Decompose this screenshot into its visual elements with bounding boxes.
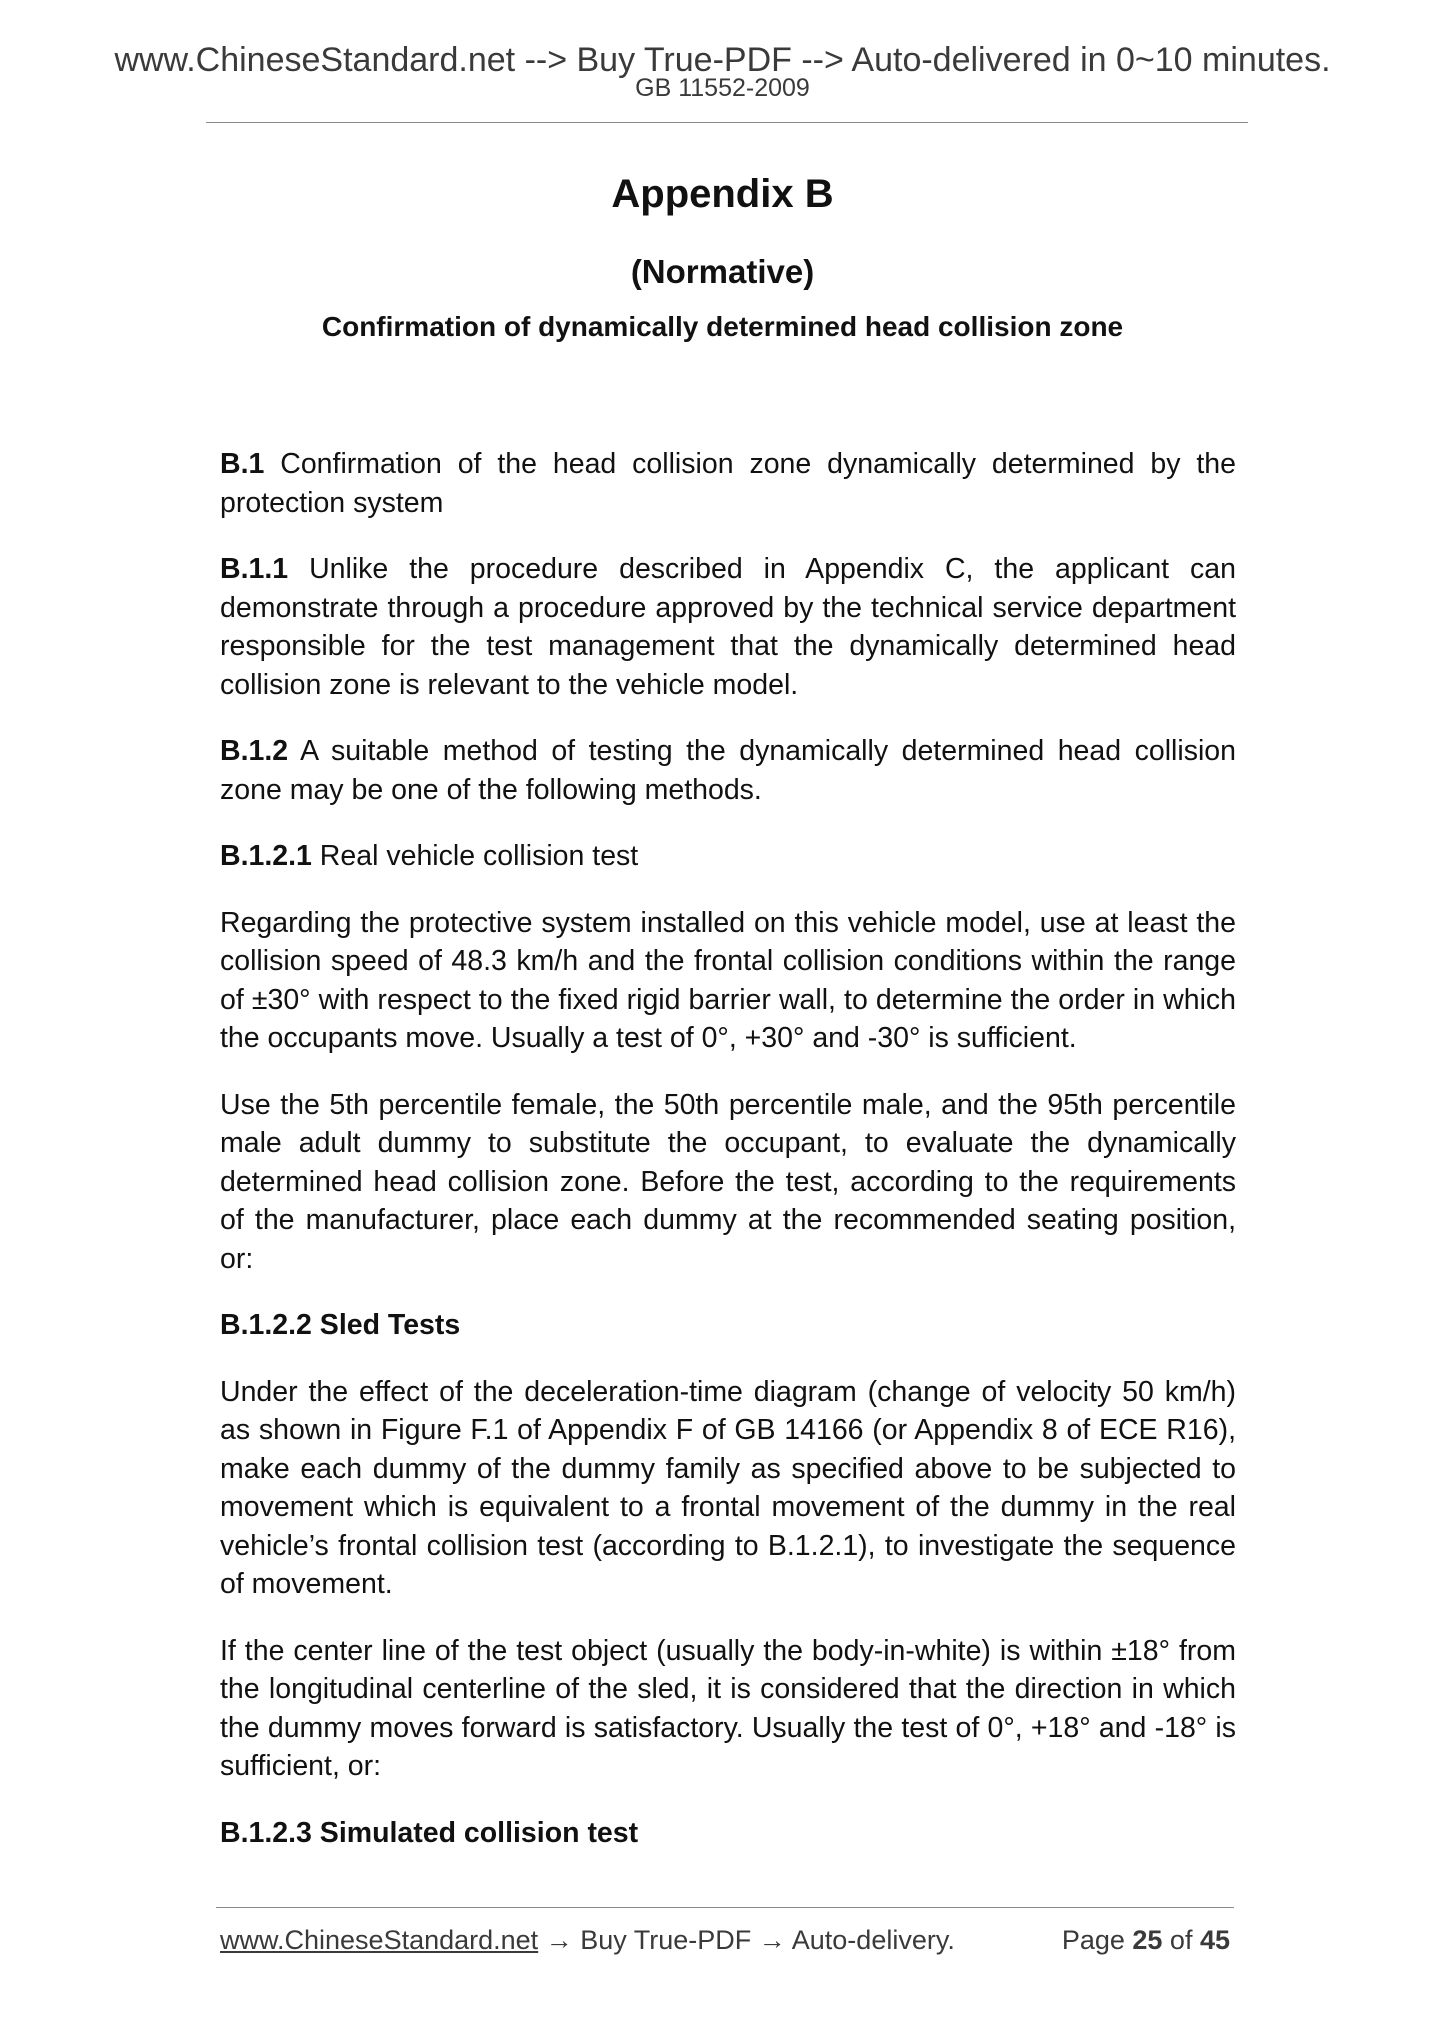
site-link[interactable]: www.ChineseStandard.net <box>220 1925 539 1955</box>
document-body <box>220 445 1236 1880</box>
buy-text: Buy True-PDF <box>580 1925 752 1955</box>
page-number <box>1062 1922 1230 1958</box>
appendix-heading: Confirmation of dynamically determined head collision zone <box>321 311 1124 342</box>
site-banner: www.ChineseStandard.net --> Buy True-PDF --> Auto-delivered in 0~10 minutes. <box>114 41 1331 79</box>
page-title: Appendix B <box>611 172 834 216</box>
document-code: GB 11552-2009 <box>635 74 810 102</box>
paragraph-b1-2 <box>220 732 1236 809</box>
clause-text: Real vehicle collision test <box>311 840 639 872</box>
header-divider <box>206 122 1248 123</box>
paragraph-dummy-selection: Use the 5th percentile female, the 50th percentile male, and the 95th percentile male adult dummy to substitute the occupant, to evaluate the dynamically determined head collision zone. Before the test, according to the requirements of the manufacturer, place each dummy at the recommended seating position, or: <box>220 1088 1236 1275</box>
paragraph-sled-tests: Under the effect of the deceleration-time diagram (change of velocity 50 km/h) as shown in Figure F.1 of Appendix F of GB 14166 (or Appendix 8 of ECE R16), make each dummy of the dummy family as specified above to be subjected to movement which is equivalent to a frontal movement of the dummy in the real vehicle’s frontal collision test (according to B.1.2.1), to investigate the sequence of movement. <box>220 1375 1236 1600</box>
paragraph-b1-1 <box>220 550 1236 704</box>
clause-text: Unlike the procedure described in Appendix C, the applicant can demonstrate through a procedure approved by the technical service department responsible for the test management that the dynamically determined head collision zone is relevant to the vehicle model. <box>220 553 1236 701</box>
paragraph-sled-tests-heading: B.1.2.2 Sled Tests <box>220 1309 461 1341</box>
arrow-icon: → <box>538 1925 581 1955</box>
clause-number: B.1.1 <box>220 553 289 585</box>
clause-number: B.1 <box>220 448 265 480</box>
clause-text: Confirmation of the head collision zone dynamically determined by the protection system <box>220 448 1236 519</box>
footer-links <box>220 1922 955 1958</box>
total-pages: 45 <box>1199 1925 1230 1955</box>
arrow-icon: → <box>751 1925 792 1955</box>
paragraph-real-vehicle-test: Regarding the protective system installed on this vehicle model, use at least the collision speed of 48.3 km/h and the frontal collision conditions within the range of ±30° with respect to the fixed rigid barrier wall, to determine the order in which the occupants move. Usually a test of 0°, +30° and -30° is sufficient. <box>220 906 1236 1054</box>
paragraph-simulated-test-heading: B.1.2.3 Simulated collision test <box>220 1816 639 1849</box>
paragraph-centerline: If the center line of the test object (usually the body-in-white) is within ±18° from the longitudinal centerline of the sled, it is considered that the direction in which the dummy moves forward is satisfactory. Usually the test of 0°, +18° and -18° is sufficient, or: <box>220 1634 1236 1782</box>
clause-text: A suitable method of testing the dynamically determined head collision zone may be one of the following methods. <box>220 735 1236 806</box>
paragraph-b1 <box>220 445 1236 522</box>
current-page: 25 <box>1132 1925 1163 1955</box>
paragraph-b1-2-1 <box>220 837 1236 876</box>
clause-number: B.1.2 <box>220 735 289 767</box>
footer-divider <box>216 1907 1234 1908</box>
page-label: Page <box>1061 1925 1133 1955</box>
of-label: of <box>1162 1925 1200 1955</box>
delivery-text: Auto-delivery. <box>791 1925 955 1955</box>
page-subtitle: (Normative) <box>630 253 815 290</box>
clause-number: B.1.2.1 <box>220 840 312 872</box>
